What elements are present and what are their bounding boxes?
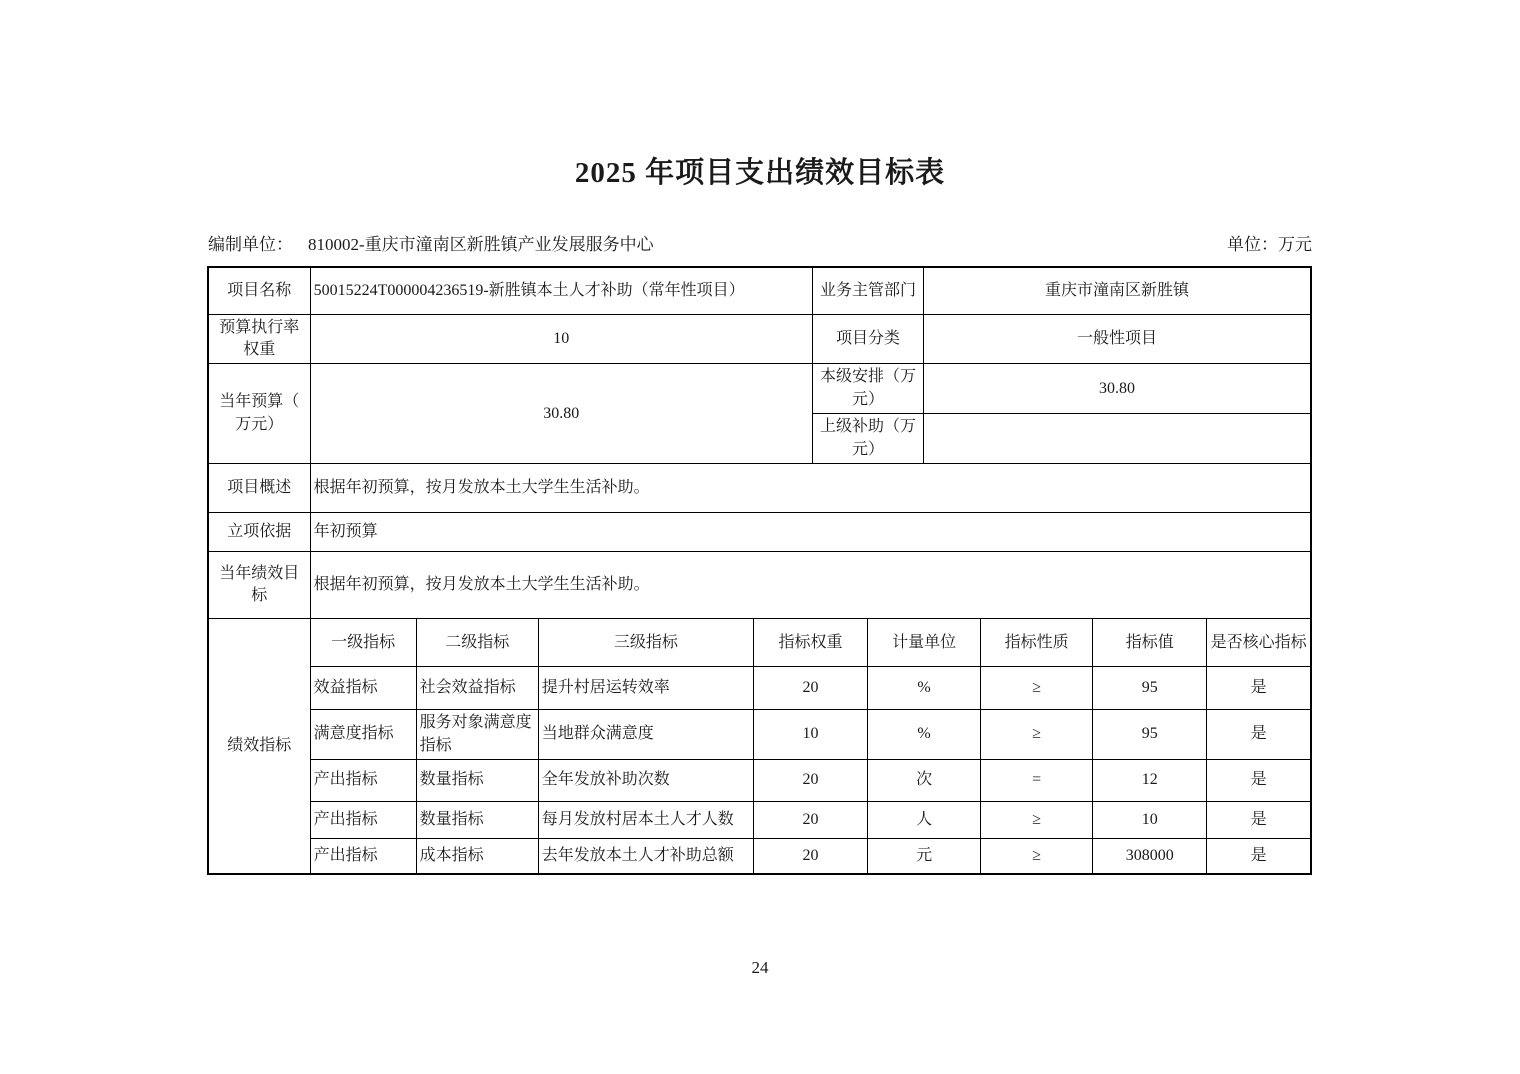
indicator-cell: 20 [753,760,867,802]
indicator-cell: ≥ [981,710,1093,760]
indicator-row [208,667,1311,710]
indicator-cell: 数量指标 [416,760,538,802]
superior-subsidy-label: 上级补助（万元） [813,414,924,464]
page-title: 2025 年项目支出绩效目标表 [574,157,946,189]
indicator-cell: 10 [1093,802,1207,839]
indicator-cell: 提升村居运转效率 [538,667,753,710]
indicator-cell: 10 [753,710,867,760]
indicator-cell: 是 [1207,839,1311,874]
prepared-by [208,230,654,255]
annual-goal-label: 当年绩效目标 [208,552,310,619]
page-number: 24 [751,958,769,977]
indicator-cell: 95 [1093,667,1207,710]
indicator-cell: % [868,667,981,710]
annual-budget-value: 30.80 [310,364,812,464]
overview-label: 项目概述 [208,464,310,513]
indicator-cell: ≥ [981,839,1093,874]
indicator-row [208,802,1311,839]
local-arrangement-label: 本级安排（万元） [813,364,924,414]
indicator-header: 一级指标 [310,619,416,667]
indicator-cell: 去年发放本土人才补助总额 [538,839,753,874]
table-row [208,513,1311,552]
table-row [208,267,1311,314]
indicator-cell: 20 [753,839,867,874]
indicator-header: 计量单位 [868,619,981,667]
project-name-label: 项目名称 [208,267,310,314]
indicator-cell: 效益指标 [310,667,416,710]
indicator-cell: 服务对象满意度指标 [416,710,538,760]
table-row [208,364,1311,414]
basis-value: 年初预算 [310,513,1311,552]
indicator-cell: 次 [868,760,981,802]
indicator-cell: 当地群众满意度 [538,710,753,760]
indicator-cell: 全年发放补助次数 [538,760,753,802]
indicator-cell: 308000 [1093,839,1207,874]
indicator-cell: 12 [1093,760,1207,802]
indicator-cell: 人 [868,802,981,839]
indicator-cell: 社会效益指标 [416,667,538,710]
indicator-cell: 产出指标 [310,760,416,802]
performance-target-table [207,266,1312,875]
annual-goal-value: 根据年初预算，按月发放本土大学生生活补助。 [310,552,1311,619]
dept-label: 业务主管部门 [813,267,924,314]
table-row [208,314,1311,364]
indicator-row [208,760,1311,802]
indicator-cell: 产出指标 [310,802,416,839]
indicator-header-row [208,619,1311,667]
indicator-row [208,710,1311,760]
indicator-header: 指标性质 [981,619,1093,667]
indicator-cell: 产出指标 [310,839,416,874]
indicator-cell: 每月发放村居本土人才人数 [538,802,753,839]
unit-note: 单位：万元 [1227,235,1312,254]
overview-value: 根据年初预算，按月发放本土大学生生活补助。 [310,464,1311,513]
indicator-cell: 满意度指标 [310,710,416,760]
indicator-cell: 是 [1207,710,1311,760]
indicator-cell: ≥ [981,667,1093,710]
project-name-value: 50015224T000004236519-新胜镇本土人才补助（常年性项目） [310,267,812,314]
local-arrangement-value: 30.80 [924,364,1311,414]
indicator-cell: ≥ [981,802,1093,839]
indicator-header: 指标权重 [753,619,867,667]
prepared-by-label: 编制单位： [208,235,293,254]
indicator-cell: % [868,710,981,760]
category-label: 项目分类 [813,314,924,364]
category-value: 一般性项目 [924,314,1311,364]
indicator-cell: 元 [868,839,981,874]
budget-exec-weight-label: 预算执行率权重 [208,314,310,364]
indicator-cell: = [981,760,1093,802]
annual-budget-label: 当年预算（万元） [208,364,310,464]
indicator-section-label: 绩效指标 [208,619,310,874]
indicator-cell: 数量指标 [416,802,538,839]
indicator-header: 指标值 [1093,619,1207,667]
indicator-row [208,839,1311,874]
indicator-cell: 是 [1207,802,1311,839]
indicator-cell: 是 [1207,667,1311,710]
indicator-cell: 成本指标 [416,839,538,874]
meta-row [208,230,1312,255]
superior-subsidy-value [924,414,1311,464]
indicator-cell: 95 [1093,710,1207,760]
table-row [208,464,1311,513]
prepared-by-value: 810002-重庆市潼南区新胜镇产业发展服务中心 [308,235,654,254]
basis-label: 立项依据 [208,513,310,552]
indicator-header: 二级指标 [416,619,538,667]
budget-exec-weight-value: 10 [310,314,812,364]
indicator-cell: 是 [1207,760,1311,802]
indicator-cell: 20 [753,802,867,839]
indicator-header: 是否核心指标 [1207,619,1311,667]
table-row [208,552,1311,619]
indicator-cell: 20 [753,667,867,710]
dept-value: 重庆市潼南区新胜镇 [924,267,1311,314]
indicator-header: 三级指标 [538,619,753,667]
